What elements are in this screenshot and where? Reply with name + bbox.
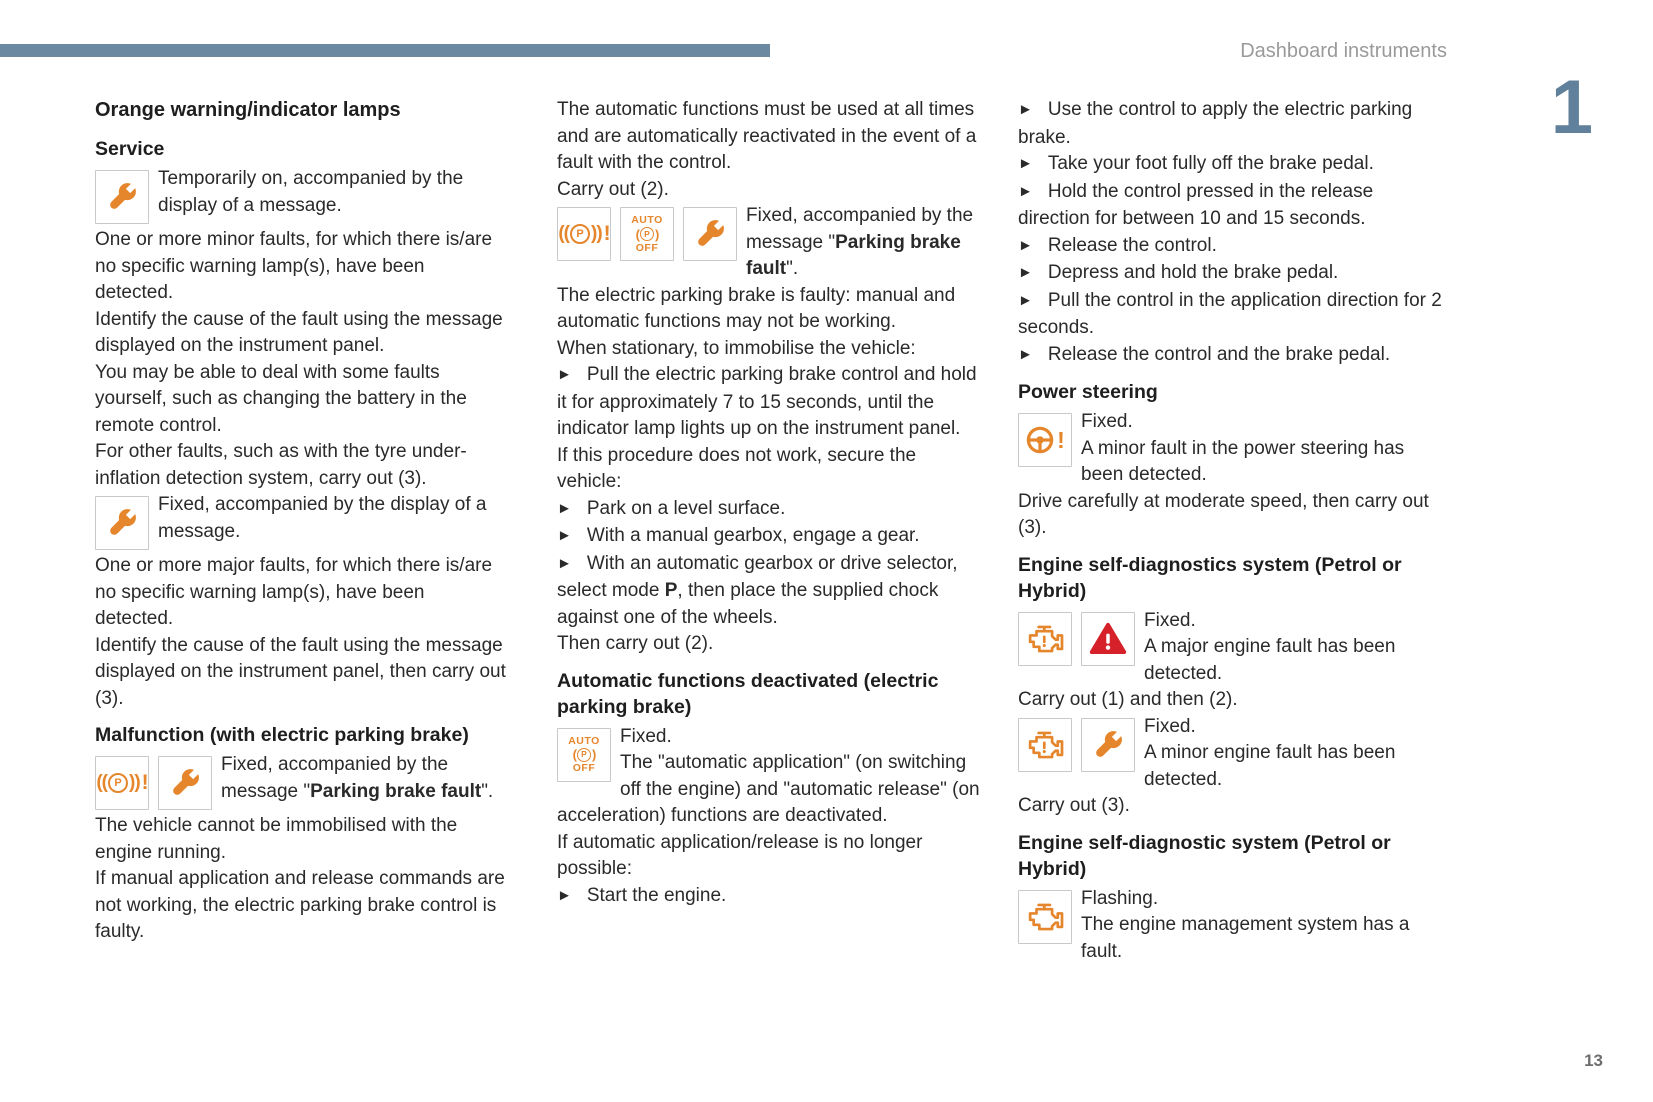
page-number: 13: [1584, 1051, 1603, 1070]
auto-parking-brake-off-icon: AUTO ( P ) OFF: [557, 728, 611, 782]
wrench-icon: [95, 170, 149, 224]
glyph-exclamation: !: [1057, 426, 1065, 453]
section-heading-auto-deactivated: Automatic functions deactivated (electric parking brake): [557, 669, 939, 718]
glyph-exclamation: !: [603, 221, 610, 245]
indicator-text: Fixed. A minor fault in the power steering has been detected.: [1081, 411, 1405, 485]
parking-brake-warning-icon: [557, 207, 611, 261]
column-3: [1018, 97, 1448, 965]
bullet-arrow-icon: ►: [557, 527, 572, 544]
bullet-text: Pull the control in the application direction for 2 seconds.: [1018, 289, 1442, 338]
indicator-text: Temporarily on, accompanied by the display of a message.: [158, 168, 464, 216]
paragraph: If automatic application/release is no longer possible:: [557, 831, 923, 879]
paragraph: The electric parking brake is faulty: manual and automatic functions may not be working.: [557, 284, 956, 332]
bullet-text: With a manual gearbox, engage a gear.: [586, 525, 920, 546]
page-title: Orange warning/indicator lamps: [95, 99, 401, 121]
engine-warning-icon: [1018, 718, 1072, 772]
indicator-item-engine-minor: [1018, 714, 1448, 794]
glyph-p: P: [108, 773, 128, 793]
bullet-text: Start the engine.: [586, 884, 727, 906]
bullet-item: [557, 883, 982, 911]
bullet-item: [557, 551, 982, 632]
indicator-text: Flashing. The engine management system has a fault.: [1081, 887, 1410, 962]
bullet-arrow-icon: ►: [557, 366, 572, 383]
glyph-parens: ((: [558, 222, 569, 244]
bullet-item: [1018, 151, 1448, 179]
header-title: Dashboard instruments: [1240, 40, 1447, 62]
section-heading-service: Service: [95, 138, 165, 160]
bullet-arrow-icon: ►: [1018, 155, 1033, 172]
power-steering-icon: [1018, 413, 1072, 467]
wrench-icon: [683, 207, 737, 261]
glyph-off: OFF: [635, 241, 659, 254]
bullet-item: [557, 496, 982, 524]
paragraph: When stationary, to immobilise the vehicle:: [557, 337, 916, 359]
column-2: [557, 97, 982, 965]
section-heading-engine-diagnostics: Engine self-diagnostics system (Petrol or Hybrid): [1018, 553, 1402, 602]
section-heading-power-steering: Power steering: [1018, 381, 1158, 403]
paragraph: Carry out (2).: [557, 178, 669, 200]
bullet-text: Depress and hold the brake pedal.: [1047, 262, 1339, 283]
bullet-arrow-icon: ►: [1018, 291, 1033, 309]
header-rule: [0, 44, 770, 57]
bullet-arrow-icon: ►: [1018, 264, 1033, 281]
indicator-text: Fixed, accompanied by the display of a message.: [158, 494, 487, 542]
indicator-text: Fixed. The "automatic application" (on switching off the engine) and "automatic release" (on acceleration) functions are deactivated.: [557, 725, 980, 826]
paragraph: For other faults, such as with the tyre under-inflation detection system, carry out (3).: [95, 441, 467, 489]
indicator-text: Fixed. A major engine fault has been detected.: [1144, 609, 1396, 684]
paragraph: Drive carefully at moderate speed, then carry out (3).: [1018, 490, 1429, 538]
indicator-text: Fixed, accompanied by the message "Parking brake fault".: [221, 754, 494, 802]
paragraph: Carry out (3).: [1018, 795, 1130, 816]
bullet-item: [1018, 260, 1448, 288]
bullet-arrow-icon: ►: [1018, 345, 1033, 363]
glyph-off: OFF: [572, 762, 596, 774]
bullet-arrow-icon: ►: [557, 554, 572, 572]
glyph-parens: )): [129, 771, 140, 793]
parking-brake-warning-icon: [95, 756, 149, 810]
indicator-item-service-fixed: [95, 492, 507, 545]
indicator-item-parking-fault: [557, 203, 982, 283]
paragraph: You may be able to deal with some faults yourself, such as changing the battery in the remote control.: [95, 361, 467, 436]
wrench-icon: [158, 756, 212, 810]
indicator-item-auto-off: [557, 724, 982, 830]
bullet-text: Park on a level surface.: [586, 497, 786, 519]
bullet-item: [1018, 288, 1448, 342]
indicator-text: Fixed. A minor engine fault has been detected.: [1144, 715, 1396, 790]
paragraph: One or more major faults, for which there is/are no specific warning lamp(s), have been detected.: [95, 555, 493, 629]
bullet-item: [557, 523, 982, 551]
paragraph: If this procedure does not work, secure the vehicle:: [557, 444, 917, 492]
bullet-arrow-icon: ►: [1018, 182, 1033, 200]
wrench-icon: [95, 496, 149, 550]
indicator-text: Fixed, accompanied by the message "Parking brake fault".: [746, 205, 974, 279]
column-1: [95, 97, 507, 965]
paragraph: Identify the cause of the fault using the message displayed on the instrument panel.: [95, 308, 503, 356]
bullet-item: [1018, 179, 1448, 233]
glyph-parens: ((: [96, 771, 107, 793]
bullet-text: Pull the electric parking brake control and hold it for approximately 7 to 15 seconds, until the indicator lamp lights up on the instrument panel.: [557, 364, 977, 439]
glyph-parens: )): [591, 222, 602, 244]
paragraph: The automatic functions must be used at all times and are automatically reactivated in the event of a fault with the control.: [557, 99, 977, 173]
bullet-arrow-icon: ►: [1018, 236, 1033, 254]
indicator-item-engine-flashing: [1018, 886, 1448, 966]
bullet-arrow-icon: ►: [557, 499, 572, 517]
glyph-auto: AUTO: [568, 734, 600, 747]
wrench-icon: [1081, 718, 1135, 772]
chapter-number: 1: [1550, 65, 1593, 150]
indicator-item-power-steering: [1018, 409, 1448, 489]
indicator-item-service-temporary: [95, 166, 507, 219]
glyph-auto: AUTO: [631, 214, 663, 226]
bullet-arrow-icon: ►: [557, 886, 572, 904]
section-heading-malfunction: Malfunction (with electric parking brake): [95, 724, 469, 746]
bullet-item: [557, 362, 982, 443]
paragraph: Then carry out (2).: [557, 633, 714, 654]
paragraph: Identify the cause of the fault using the message displayed on the instrument panel, then carry out (3).: [95, 634, 506, 709]
bullet-item: [1018, 97, 1448, 151]
bullet-text: With an automatic gearbox or drive selector, select mode P, then place the supplied chock against one of the wheels.: [557, 552, 958, 628]
engine-icon: [1018, 890, 1072, 944]
paragraph: Carry out (1) and then (2).: [1018, 689, 1238, 710]
bullet-item: [1018, 233, 1448, 261]
auto-parking-brake-off-icon: AUTO ( P ) OFF: [620, 207, 674, 261]
bullet-arrow-icon: ►: [1018, 101, 1033, 118]
paragraph: The vehicle cannot be immobilised with the engine running.: [95, 815, 458, 863]
warning-triangle-icon: [1081, 612, 1135, 666]
indicator-item-malfunction: [95, 752, 507, 805]
bullet-text: Take your foot fully off the brake pedal.: [1047, 153, 1374, 174]
glyph-exclamation: !: [141, 770, 148, 794]
bullet-text: Release the control.: [1047, 234, 1217, 256]
engine-warning-icon: [1018, 612, 1072, 666]
bullet-item: [1018, 342, 1448, 370]
section-heading-engine-diagnostic: Engine self-diagnostic system (Petrol or Hybrid): [1018, 831, 1391, 880]
indicator-item-engine-major: [1018, 608, 1448, 688]
bullet-text: Hold the control pressed in the release direction for between 10 and 15 seconds.: [1018, 180, 1374, 229]
bullet-text: Use the control to apply the electric parking brake.: [1018, 99, 1413, 148]
paragraph: One or more minor faults, for which there is/are no specific warning lamp(s), have been detected.: [95, 229, 493, 303]
paragraph: If manual application and release commands are not working, the electric parking brake control is faulty.: [95, 868, 505, 942]
bullet-text: Release the control and the brake pedal.: [1047, 343, 1391, 365]
glyph-p: P: [570, 224, 590, 244]
